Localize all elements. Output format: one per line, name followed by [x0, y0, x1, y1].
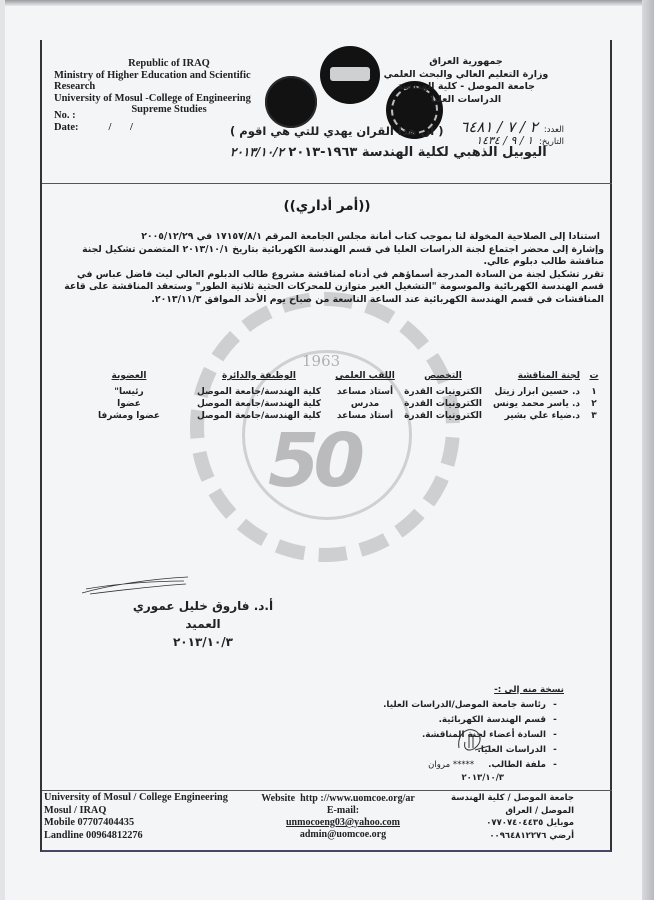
scan-edge-right	[642, 0, 654, 900]
body-paragraph-3: تقرر تشكيل لجنة من السادة المدرجة أسماؤهم في أدناه لمناقشة مشروع طالب الدبلوم العالي ليث فاضل عباس في قسم الهندسة الكهربائية والموسومة "التشغيل الغير متوازن للمحركات الحثية ثلاثية الطور" وستعقد المناقشة على قاعة المناقشات في قسم الهندسة الكهربائية عند الساعة التاسعة من صباح يوم الأحد الموافق ٢٠١٣/١١/٣.	[64, 268, 604, 305]
copies-list	[344, 683, 564, 783]
signature-scribble-icon	[80, 575, 190, 595]
ref-date-value: ١ / ٩ / ١٤٣٤	[476, 134, 534, 147]
footer-arabic-contact	[424, 792, 574, 842]
scan-edge-top	[0, 0, 654, 6]
ref-number-label: العدد:	[543, 125, 564, 135]
header-divider	[42, 183, 612, 184]
header-ar-republic: جمهورية العراق	[429, 56, 503, 67]
ref-date-label: التاريخ:	[539, 137, 564, 147]
signatory-block	[118, 597, 288, 651]
header-en-university: University of Mosul -College of Engineering	[54, 92, 251, 104]
watermark-number: 50	[268, 418, 359, 504]
col-header-specialty: التخصص	[424, 371, 462, 381]
copy-recipient: - السادة أعضاء لجنة المناقشة.	[344, 728, 564, 743]
cell-name: د. حسين ابزار زيتل	[494, 387, 580, 397]
document-title: ((أمر أداري))	[283, 198, 371, 214]
table-row	[66, 410, 606, 422]
cell-name: د.ضياء علي بشير	[504, 411, 580, 421]
date-value: / /	[108, 122, 141, 133]
footer-divider	[42, 790, 612, 791]
ref-number-value: ٢ / ٧ / ٦٤٨١	[460, 118, 538, 136]
cell-role: رئيسا"	[114, 387, 144, 397]
footer-ar-institution: جامعة الموصل / كلية الهندسة	[450, 793, 574, 803]
header-arabic	[366, 56, 566, 106]
golden-jubilee-line	[226, 145, 547, 160]
quran-quote: ( ان هذا القران يهدي للتي هي اقوم )	[230, 124, 444, 138]
cell-department: كلية الهندسة/جامعة الموصل	[196, 387, 322, 397]
number-label: No. :	[54, 110, 76, 121]
website-link[interactable]: http ://www.uomcoe.org/ar	[300, 793, 415, 804]
cell-department: كلية الهندسة/جامعة الموصل	[196, 411, 322, 421]
cell-number: ٢	[591, 399, 597, 409]
col-header-rank: اللقب العلمي	[335, 371, 395, 381]
cell-specialty: الكترونيات القدرة	[404, 411, 482, 421]
cell-role: عضوا ومشرفا	[97, 411, 161, 421]
copy-recipient: - الدراسات العليا.	[344, 743, 564, 758]
footer-english-contact	[44, 792, 228, 842]
table-row	[66, 398, 606, 410]
col-header-department: الوظيفة والدائرة	[222, 371, 296, 381]
header-english	[54, 58, 284, 116]
cell-number: ١	[591, 387, 597, 397]
committee-header-row	[66, 370, 606, 382]
header-en-republic: Republic of IRAQ	[128, 58, 210, 69]
signatory-date: ٢٠١٣/١٠/٣	[172, 635, 234, 649]
cell-name: د. ياسر محمد يونس	[492, 399, 580, 409]
email-label: E-mail:	[326, 805, 360, 816]
footer-ar-landline: أرضي ٠٠٩٦٤٨١٢٢٧٦	[489, 830, 574, 841]
cell-specialty: الكترونيات القدرة	[404, 399, 482, 409]
copy-recipient: - ملفة الطالب.	[488, 760, 564, 770]
header-en-number-date	[54, 110, 141, 134]
footer-ar-mobile: موبايل ٠٧٧٠٧٤٠٤٤٣٥	[486, 818, 574, 828]
header-en-department: Supreme Studies	[131, 104, 207, 115]
header-en-ministry: Ministry of Higher Education and Scientific Research	[54, 69, 251, 92]
copy-recipient: - قسم الهندسة الكهربائية.	[344, 713, 564, 728]
cell-rank: مدرس	[350, 399, 380, 409]
signatory-title: العميد	[185, 617, 221, 631]
copies-date: ٢٠١٣/١٠/٣	[461, 773, 504, 783]
footer-ar-city: الموصل / العراق	[505, 805, 574, 816]
col-header-name: لجنة المناقشة	[517, 371, 580, 381]
footer-en-mobile: Mobile 07707404435	[44, 817, 135, 828]
footer-en-institution: University of Mosul / College Engineering	[44, 792, 228, 803]
committee-table	[66, 370, 606, 422]
table-row	[66, 386, 606, 398]
body-paragraph-1: استنادا إلى الصلاحية المخولة لنا بموجب كتاب أمانة مجلس الجامعة المرقم ١٧١٥٧/٨/١ في ٢٠٠٥/١٢/٢٩	[141, 231, 600, 242]
initials-signature-icon	[455, 726, 489, 756]
email-link-admin[interactable]: admin@uomcoe.org	[299, 829, 387, 840]
email-link-yahoo[interactable]: unmocoeng03@yahoo.com	[285, 817, 401, 828]
footer-en-landline: Landline 00964812276	[44, 829, 143, 841]
footer-web-email	[261, 793, 418, 841]
scan-edge-left	[0, 0, 5, 900]
cell-rank: أستاذ مساعد	[336, 387, 394, 397]
cell-department: كلية الهندسة/جامعة الموصل	[196, 399, 322, 409]
copies-header: نسخة منه إلى :-	[494, 685, 564, 695]
cell-rank: أستاذ مساعد	[336, 411, 394, 421]
header-ar-university: جامعة الموصل - كلية الهندسة	[396, 81, 535, 92]
cell-number: ٣	[591, 411, 597, 421]
cell-specialty: الكترونيات القدرة	[404, 387, 482, 397]
copy-recipient: - رئاسة جامعة الموصل/الدراسات العليا.	[344, 698, 564, 713]
watermark-year: 1963	[302, 352, 341, 370]
jubilee-text: اليوبيل الذهبي لكلية الهندسة ١٩٦٣-٢٠١٣	[288, 145, 547, 160]
open-book-icon	[330, 67, 370, 81]
university-seal-icon	[265, 76, 317, 128]
website-label: Website	[261, 793, 296, 804]
date-label: Date:	[54, 122, 79, 133]
header-ar-department: الدراسات العليا	[430, 93, 502, 105]
clerk-mark: ***** مروان	[428, 760, 475, 770]
header-ar-ministry: وزارة التعليم العالي والبحث العلمي	[383, 68, 549, 80]
col-header-role: العضوية	[111, 371, 147, 381]
footer-en-city: Mosul / IRAQ	[44, 804, 107, 816]
order-body	[64, 231, 604, 307]
col-header-number: ت	[589, 371, 599, 381]
signatory-name: أ.د. فاروق خليل عموري	[132, 599, 274, 613]
cell-role: عضوا	[117, 399, 141, 409]
body-paragraph-2: وإشارة إلى محضر اجتماع لجنة الدراسات العليا في قسم الهندسة الكهربائية بتاريخ ٢٠١٣/١٠/١ المتضمن تشكيل لجنة مناقشة طالب دبلوم عالي.	[82, 243, 604, 268]
jubilee-handwritten-date: ٢٠١٣/١٠/٢	[230, 145, 284, 159]
